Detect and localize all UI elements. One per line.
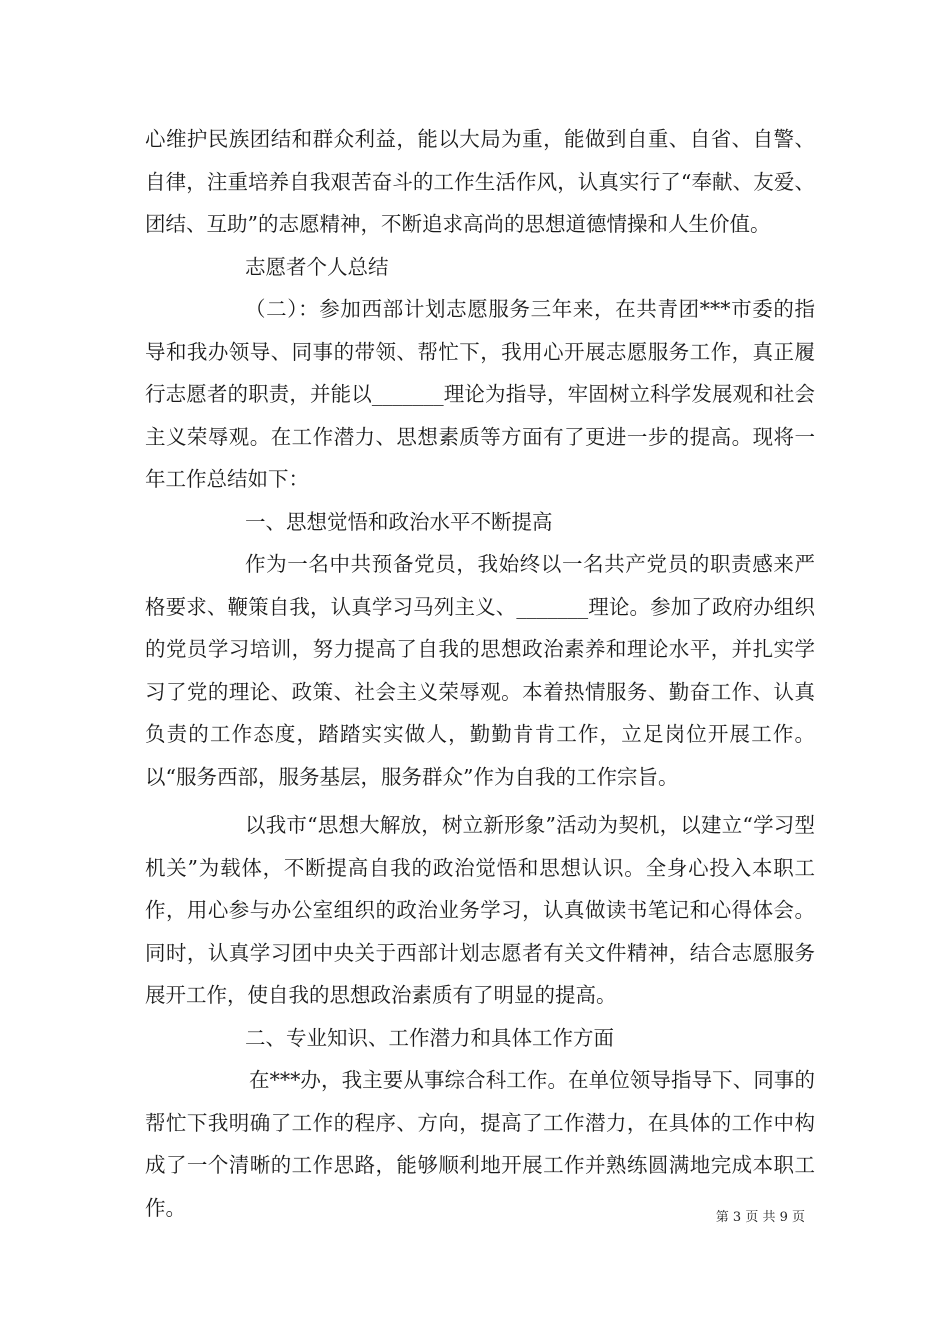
heading-one: 一、思想觉悟和政治水平不断提高 xyxy=(245,509,553,534)
document-body xyxy=(145,118,815,1229)
paragraph-intro: （二）：参加西部计划志愿服务三年来，在共青团***市委的指导和我办领导、同事的带领、帮忙下，我用心开展志愿服务工作，真正履行志愿者的职责，并能以_______理论为指导，牢固树立科学发展观和社会主义荣辱观。在工作潜力、思想素质等方面有了更进一步的提高。现将一年工作总结如下： xyxy=(145,297,815,491)
paragraph-political: 作为一名中共预备党员，我始终以一名共产党员的职责感来严格要求、鞭策自我，认真学习马列主义、_______理论。参加了政府办组织的党员学习培训，努力提高了自我的思想政治素养和理论水平，并扎实学习了党的理论、政策、社会主义荣辱观。本着热情服务、勤奋工作、认真负责的工作态度，踏踏实实做人，勤勤肯肯工作，立足岗位开展工作。以“服务西部，服务基层，服务群众”作为自我的工作宗旨。 xyxy=(145,552,815,789)
section-title: 志愿者个人总结 xyxy=(245,254,389,279)
paragraph-study: 以我市“思想大解放，树立新形象”活动为契机，以建立“学习型机关”为载体，不断提高自我的政治觉悟和思想认识。全身心投入本职工作，用心参与办公室组织的政治业务学习，认真做读书笔记和心得体会。同时，认真学习团中央关于西部计划志愿者有关文件精神，结合志愿服务展开工作，使自我的思想政治素质有了明显的提高。 xyxy=(145,813,815,1007)
paragraph-work: 在***办，我主要从事综合科工作。在单位领导指导下、同事的帮忙下我明确了工作的程序、方向，提高了工作潜力，在具体的工作中构成了一个清晰的工作思路，能够顺利地开展工作并熟练圆满地完成本职工作。 xyxy=(145,1068,815,1220)
paragraph-continuation: 心维护民族团结和群众利益，能以大局为重，能做到自重、自省、自警、自律，注重培养自我艰苦奋斗的工作生活作风，认真实行了“奉献、友爱、团结、互助”的志愿精神，不断追求高尚的思想道德情操和人生价值。 xyxy=(145,127,815,236)
heading-two: 二、专业知识、工作潜力和具体工作方面 xyxy=(245,1025,614,1050)
page-number: 第 3 页 共 9 页 xyxy=(715,1210,805,1225)
